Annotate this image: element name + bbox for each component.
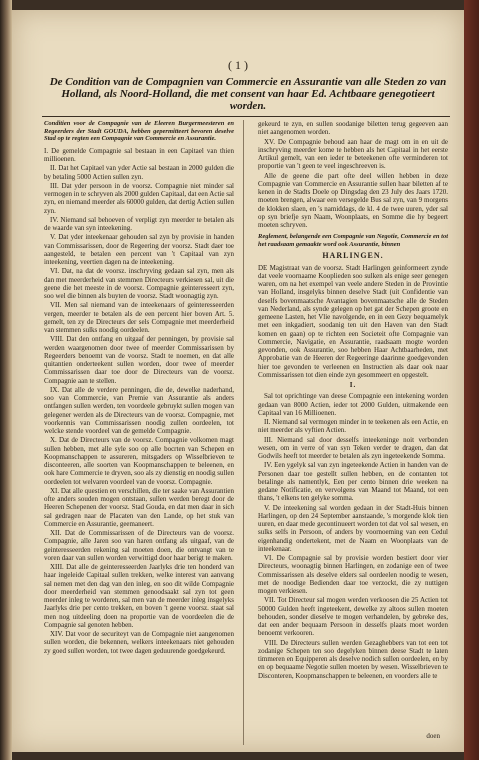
harlingen-article-4: IV. Een ygelyk sal van zyn ingeteekende Actien in handen van de Personen daar toe gestellt sullen hebben, en de contanten tot betalinge als namentlyk, Een per cento binnen drie weeken na gedane Notificatie, en vervolgens van Maand tot Maand, tot een thans, 't elkens ten gelyke somma.	[258, 461, 448, 503]
article-14: XIV. Dat voor de securiteyt van de Compagnie niet aangenomen sullen worden, die bekennen, welkers inteekenaars niet gehouden zy goed sullen worden, tot twee dagen geduurende goedgekeurd.	[44, 630, 234, 655]
harlingen-article-numeral: I.	[349, 381, 357, 390]
article-12: XII. Dat de Commissarissen of de Directeurs van de voorsz. Compagnie, alle Jaren soo van haren ontfang als uitgaaf, van de geinteresseerden rekening sal moeten doen, die ontvangt van te voren daar van sullen worden verwittigd door haar berigt te maken.	[44, 529, 234, 562]
harlingen-article-6: VI. De Compagnie sal by provisie worden bestiert door vier Directeurs, woonagtig binnen Harlingen, en zodanige een of twee Commissarissen als deselve elders sal oordeelen noodig te wesen, met de noodige Bedienden daar toe verzockt, die zy nuttigen mogen verkiesen.	[258, 554, 448, 596]
article-14-continued: gekeurd te zyn, en sullen soodanige biletten terug gegeeven aan niet aangenomen worden.	[258, 120, 448, 137]
book-binding-right	[464, 0, 479, 760]
harlingen-article-7: VII. Tot Directeur sal mogen werden verkoosen die 25 Actien tot 50000 Gulden heeft ingeteekent, dewelke zy altoos sullen moeten behouden, sonder dieselve te mogen verhandelen, by gebreke des, dat een ander bequaam Persoon in desselfs plaats moet worden benoemt verkooren.	[258, 596, 448, 638]
article-numeral: I.	[44, 146, 49, 155]
article-8: VIII. Dat den ontfang en uitgaaf der penningen, by provisie sal werden waargenomen door twee of meerder Commissarissen by Regeerders benoemt van de voorsz. Stadt te noemen, en dat alle quitantien onderteekent sullen worden, door twee of meerder Commissarissen daar toe door de Directeurs van de voorsz. Compagnie aan te stellen.	[44, 335, 234, 385]
page-number: ( 1 )	[228, 58, 248, 72]
article-13: XIII. Dat alle de geinteresseerden Jaarlyks drie ten honderd van haar ingeleide Capitaal sullen trekken, welke interest van aanvang sal nemen met den dag van den inleg, en soo dit wilde Compagnie door meerderheid van stemmen genoodsaakt sal zyn tot geen meerder inleg te worderen, sal men van de meerder inleg insgelyks Jaarlyks drie per cento trekken, en boven 't geene voorsz. staat sal men nog uitdeeling doen na proportie van de voordeelen die de Compagnie sal genoten hebben.	[44, 563, 234, 629]
harlingen-preamble: DE Magistraat van de voorsz. Stadt Harlingen geinformeert zynde dat veele voornaame Kooplieden soo sulken als enige seer genegen waren, om na het exempel van veele andere Steden in de Provintie van Holland, insgelyks binnen deselve Stadt (uit Confidentie van deselfs bovenmaatsche Avantagien bovenmaatsche alle de Steden van Nederland, als synde gelegen op het gat der Schepen groote en gemeene Lasten, het Vlie navolgende, en in een Gezy bequamelyk met een inkgadiert, soodanig ten uit den Haven van den Stadt komen en gaan) op te richten een Societeit ofte Compagnie van Commercie, Navigatie, en Assurantie, raadsaam mogte worden gevonden, ook Assurantie, soo hebben Haar Achtbaarheden, met Approbatie van de Heeren der Regeeringe daarinne goedgevonden hier toe gevonden te verleenen en Instructien als daar ook naar Commissarissen tot dien einde zyn gesommeert en opgestelt.	[258, 263, 448, 379]
article-5: V. Dat yder inteekenaar gehouden sal zyn by provisie in handen van Commissarissen, door de Regeering der voorsz. Stadt daer toe aangesteld, te betalen een percent van 't Capitaal van zyn inteekening, veertien dagen na de inteekening.	[44, 233, 234, 267]
right-column	[258, 120, 448, 750]
harlingen-article-2: II. Niemand sal vermogen minder in te teekenen als een Actie, en niet meerder als vyftien Actien.	[258, 418, 448, 435]
catchword: doen	[426, 732, 440, 740]
document-page	[12, 10, 464, 752]
article-1: I. De gemelde Compagnie sal bestaan in een Capitael van thien millioenen.	[44, 146, 234, 164]
harlingen-article-3: III. Niemand sal door desselfs inteekeninge noit verbonden wesen, om in verre of van syn Teken verder te dragen, dan dat Godwils heeft tot meerder te betalen als zyn ingeteekende Somma.	[258, 435, 448, 461]
harlingen-article-8: VIII. De Directeurs sullen werden Gezaghebbers van tot een tot zodanige Schepen ten soo degelyken binnen deese Stadt te laten timmeren en Equipperen als deselve nodich sullen oordeelen, en by en op bequaame Negotie sullen moeten by wesen. Wisselbrieven te Disconteren, Koopmanschappen te beleenen, en voorders alle te	[258, 638, 448, 680]
article-2: II. Dat het Capitael van yder Actie sal bestaan in 2000 gulden die by betaling 5000 Actien sullen zyn.	[44, 164, 234, 181]
page-title: De Condition van de Compagnien van Commercie en Assurantie van alle Steden zo van Holland, als Noord-Holland, die met consent van haar Ed. Achtbaare genegotieert worden.	[49, 76, 447, 112]
article-9: IX. Dat alle de verdere penningen, die de, dewelke naderhand, soo van Commercie, van Premie van Assurantie als anders ontfangen sullen werden, ten voordeele gebruykt sullen mogen van gelegener werden als de Directeurs van de voorsz. Compagnie, met voorkennis van Commissarissen noodig zullen oordeelen, tot welcke stende voordeel van de gemelde Compagnie.	[44, 385, 234, 436]
article-3: III. Dat yder persoon in de voorsz. Compagnie niet minder sal vermogen in te schryven als 2000 gulden Capitaal, dat een Actie sal zyn, en niemand meerder als 60000 gulden, dat dertig Actien sullen zyn.	[44, 181, 234, 215]
article-16: Alle de geene die part ofte deel willen hebben in deze Compagnie van Commercie en Assurantie sullen haar biletten af te kenen in de Stadts Doele op Dingsdag den 23 July des Jaars 1720. moeten brengen, alwaar een versegelde Bus sal zyn, van 9 morgens de klokken slaen, en 's namiddags, de kl. 4 de twee uuren, yder sal op syn briefje syn Naam, Woonplaats, en Somme die hy begeert moeten schryven.	[258, 171, 448, 229]
article-7: VII. Men sal niemand van de inteekenaars of geinteresseerden vergen, meerder te betalen als de een percent hier boven Art. 5. gemelt, ten zy de Directeurs der sels Compagnie met meerderheid van stemmen sulks noodig oordeelen.	[44, 301, 234, 335]
column-divider	[243, 120, 244, 745]
place-name: HARLINGEN.	[322, 251, 384, 261]
article-15: XV. De Compagnie behoud aan haar de magt om in en uit de inschryving meerder kome te hebben als het Capitaal in het eerste Artikul gemelt, van een ieder te beteekenen ofte verminderen tot proportie van 't geen te veel ingeschreeven is.	[258, 137, 448, 171]
harlingen-article-1: Sal tot oprichtinge van deese Compagnie een intekening worden gedaan van 8000 Actien, ieder tot 2000 Gulden, uitmakende een Capitaal van 16 Millioenen.	[258, 392, 448, 417]
article-11: XI. Dat alle questien en verschillen, die ter saake van Assurantien ofte anders souden mogen ontstaan, sullen werden beregt door de Heeren Schepenen der voorsz. Stad Gouda, en dat men daar in sich sal gedragen naar de Placaten van den Lande, op het stuk van Commercie en Assurantie, geemaneert.	[44, 486, 234, 528]
title-rule	[42, 116, 450, 117]
article-6: VI. Dat, na dat de voorsz. inschryving gedaan sal zyn, men als dan met meerderheid van stemmen Directeurs verkiesen sal, uit die geene die het meeste in de voorsz. Compagnie geinteresseert zyn, soo wel die binnen als buyten de voorsz. Stadt woonagtig zyn.	[44, 267, 234, 301]
article-10: X. Dat de Directeurs van de voorsz. Compagnie volkomen magt sullen hebben, met alle syle soo op alle bocrten van Schepen en Koopmanschappen te assureren, mitsgaders op Wisselbrieven te disconteeren, alle soorten van Koopmanschappen te beleenen, en ook hare Commercie te dryven, soo als zy dienstig en noodig sullen oordeelen tot welvaren voordeel van de voorsz. Compagnie.	[44, 436, 234, 486]
book-binding-left	[0, 0, 12, 760]
harlingen-article-5: V. De inteekening sal worden gedaan in der Stadt-Huis binnen Harlingen, op den 24 September aanstaande, 's morgende klok tien uuren, en daar mede gecontinueert worden tot dat vol sal wesen, en sulks selfs in Persoon, of anders by voornoeming van een Cedul eigenhandig ondertekent, met de Naam en Woonplaats van de inteekenaar.	[258, 503, 448, 553]
section-heading-harlingen: Reglement, belangende een Compagnie van Negotie, Commercie en tot het raadsaam gemaakte word ook Assurantie, binnen	[258, 233, 448, 248]
section-heading-gouda: Conditien voor de Compagnie van de Eleeren Burgermeesteren en Regeerders der Stadt GOUDA, hebben gepermitteert bevoren deselve Stad op te regten een Compagnie van Commercie en Assurantie.	[44, 120, 234, 143]
article-4: IV. Niemand sal behoeven of verpligt zyn meerder te betalen als de waarde van syn inteekening.	[44, 215, 234, 233]
left-column	[44, 120, 234, 750]
